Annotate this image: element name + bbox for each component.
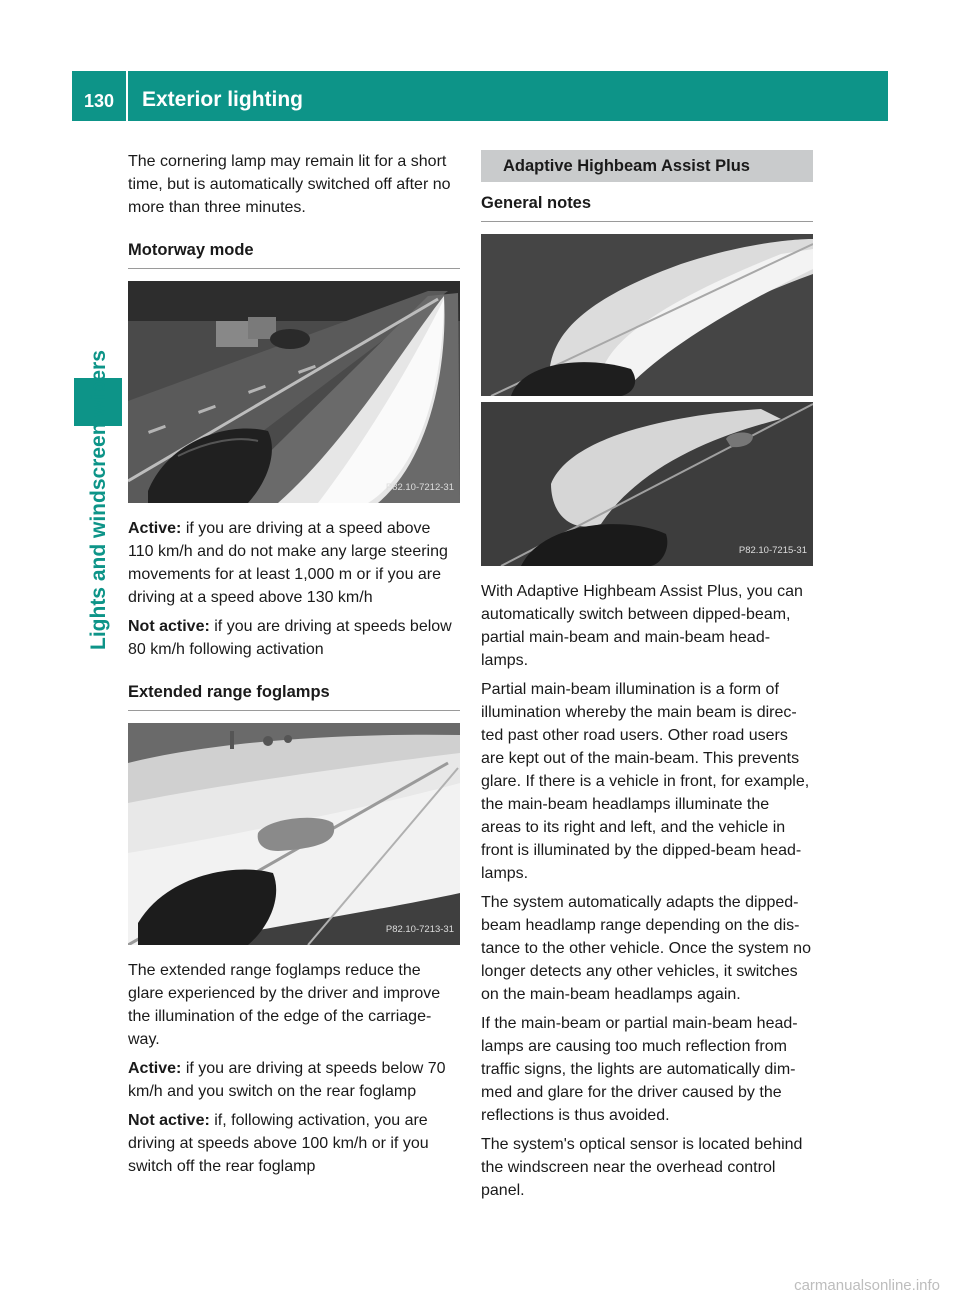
paragraph-2: Partial main-beam illumination is a form of illumination whereby the main beam is direc-ted past other road users. Other road users are kept out of the main-beam. This prevents glare. If there is a vehicle in front, for example, the main-beam headlamps illuminate the areas to its right and left, and the vehicle in front is illuminated by the dipped-beam head-lamps.: [481, 681, 810, 882]
motorway-figure: [128, 281, 460, 503]
not-active-label: Not active:: [128, 618, 210, 635]
foglamps-illustration: [128, 723, 460, 945]
not-active-text: if you are driving at speeds below 80 km/h following activation: [128, 618, 452, 658]
left-column: [128, 150, 460, 1184]
right-column: [481, 150, 813, 1208]
not-active-text: if, following activation, you are driving at speeds above 100 km/h or if you switch off the rear foglamp: [128, 1112, 429, 1175]
header-divider: [126, 71, 128, 121]
active-text: if you are driving at a speed above 110 km/h and do not make any large steering movements for at least 1,000 m or if you are driving at a speed above 130 km/h: [128, 520, 448, 606]
paragraph-1: With Adaptive Highbeam Assist Plus, you can automatically switch between dipped-beam, partial main-beam and main-beam head-lamps.: [481, 583, 803, 669]
active-label: Active:: [128, 1060, 182, 1077]
not-active-label: Not active:: [128, 1112, 210, 1129]
figure-code: P82.10-7212-31: [385, 482, 454, 493]
general-notes-heading: General notes: [481, 192, 813, 222]
foglamps-heading: Extended range foglamps: [128, 681, 460, 711]
foglamps-not-active: [128, 1109, 460, 1178]
active-label: Active:: [128, 520, 182, 537]
page-number: 130: [83, 90, 115, 111]
intro-paragraph: The cornering lamp may remain lit for a short time, but is automatically switched off after no more than three minutes.: [128, 153, 451, 216]
section-title: Adaptive Highbeam Assist Plus: [481, 150, 813, 182]
side-tab-label: Lights and windscreen wipers: [87, 350, 110, 650]
motorway-heading: Motorway mode: [128, 239, 460, 269]
motorway-illustration: [128, 281, 460, 503]
paragraph-4: If the main-beam or partial main-beam head-lamps are causing too much reflection from traffic signs, the lights are automatically dim-med and glare for the driver caused by the reflections is thus avoided.: [481, 1015, 798, 1124]
motorway-not-active: [128, 615, 460, 661]
highbeam-illustration: [481, 234, 813, 566]
foglamps-active: [128, 1057, 460, 1103]
highbeam-figure: [481, 234, 813, 566]
active-text: if you are driving at speeds below 70 km/h and you switch on the rear foglamp: [128, 1060, 446, 1100]
figure-code: P82.10-7215-31: [738, 545, 807, 556]
foglamps-description: The extended range foglamps reduce the glare experienced by the driver and improve the illumination of the edge of the carriage-way.: [128, 962, 441, 1048]
paragraph-5: The system's optical sensor is located behind the windscreen near the overhead control panel.: [481, 1136, 803, 1199]
page-title: Exterior lighting: [142, 88, 304, 111]
figure-code: P82.10-7213-31: [385, 924, 454, 935]
paragraph-3: The system automatically adapts the dipped-beam headlamp range depending on the dis-tance to the other vehicle. Once the system no longer detects any other vehicles, it switches on the main-beam headlamps again.: [481, 894, 811, 1003]
footer-watermark: carmanualsonline.info: [794, 1277, 940, 1294]
motorway-active: [128, 517, 460, 609]
foglamps-figure: [128, 723, 460, 945]
